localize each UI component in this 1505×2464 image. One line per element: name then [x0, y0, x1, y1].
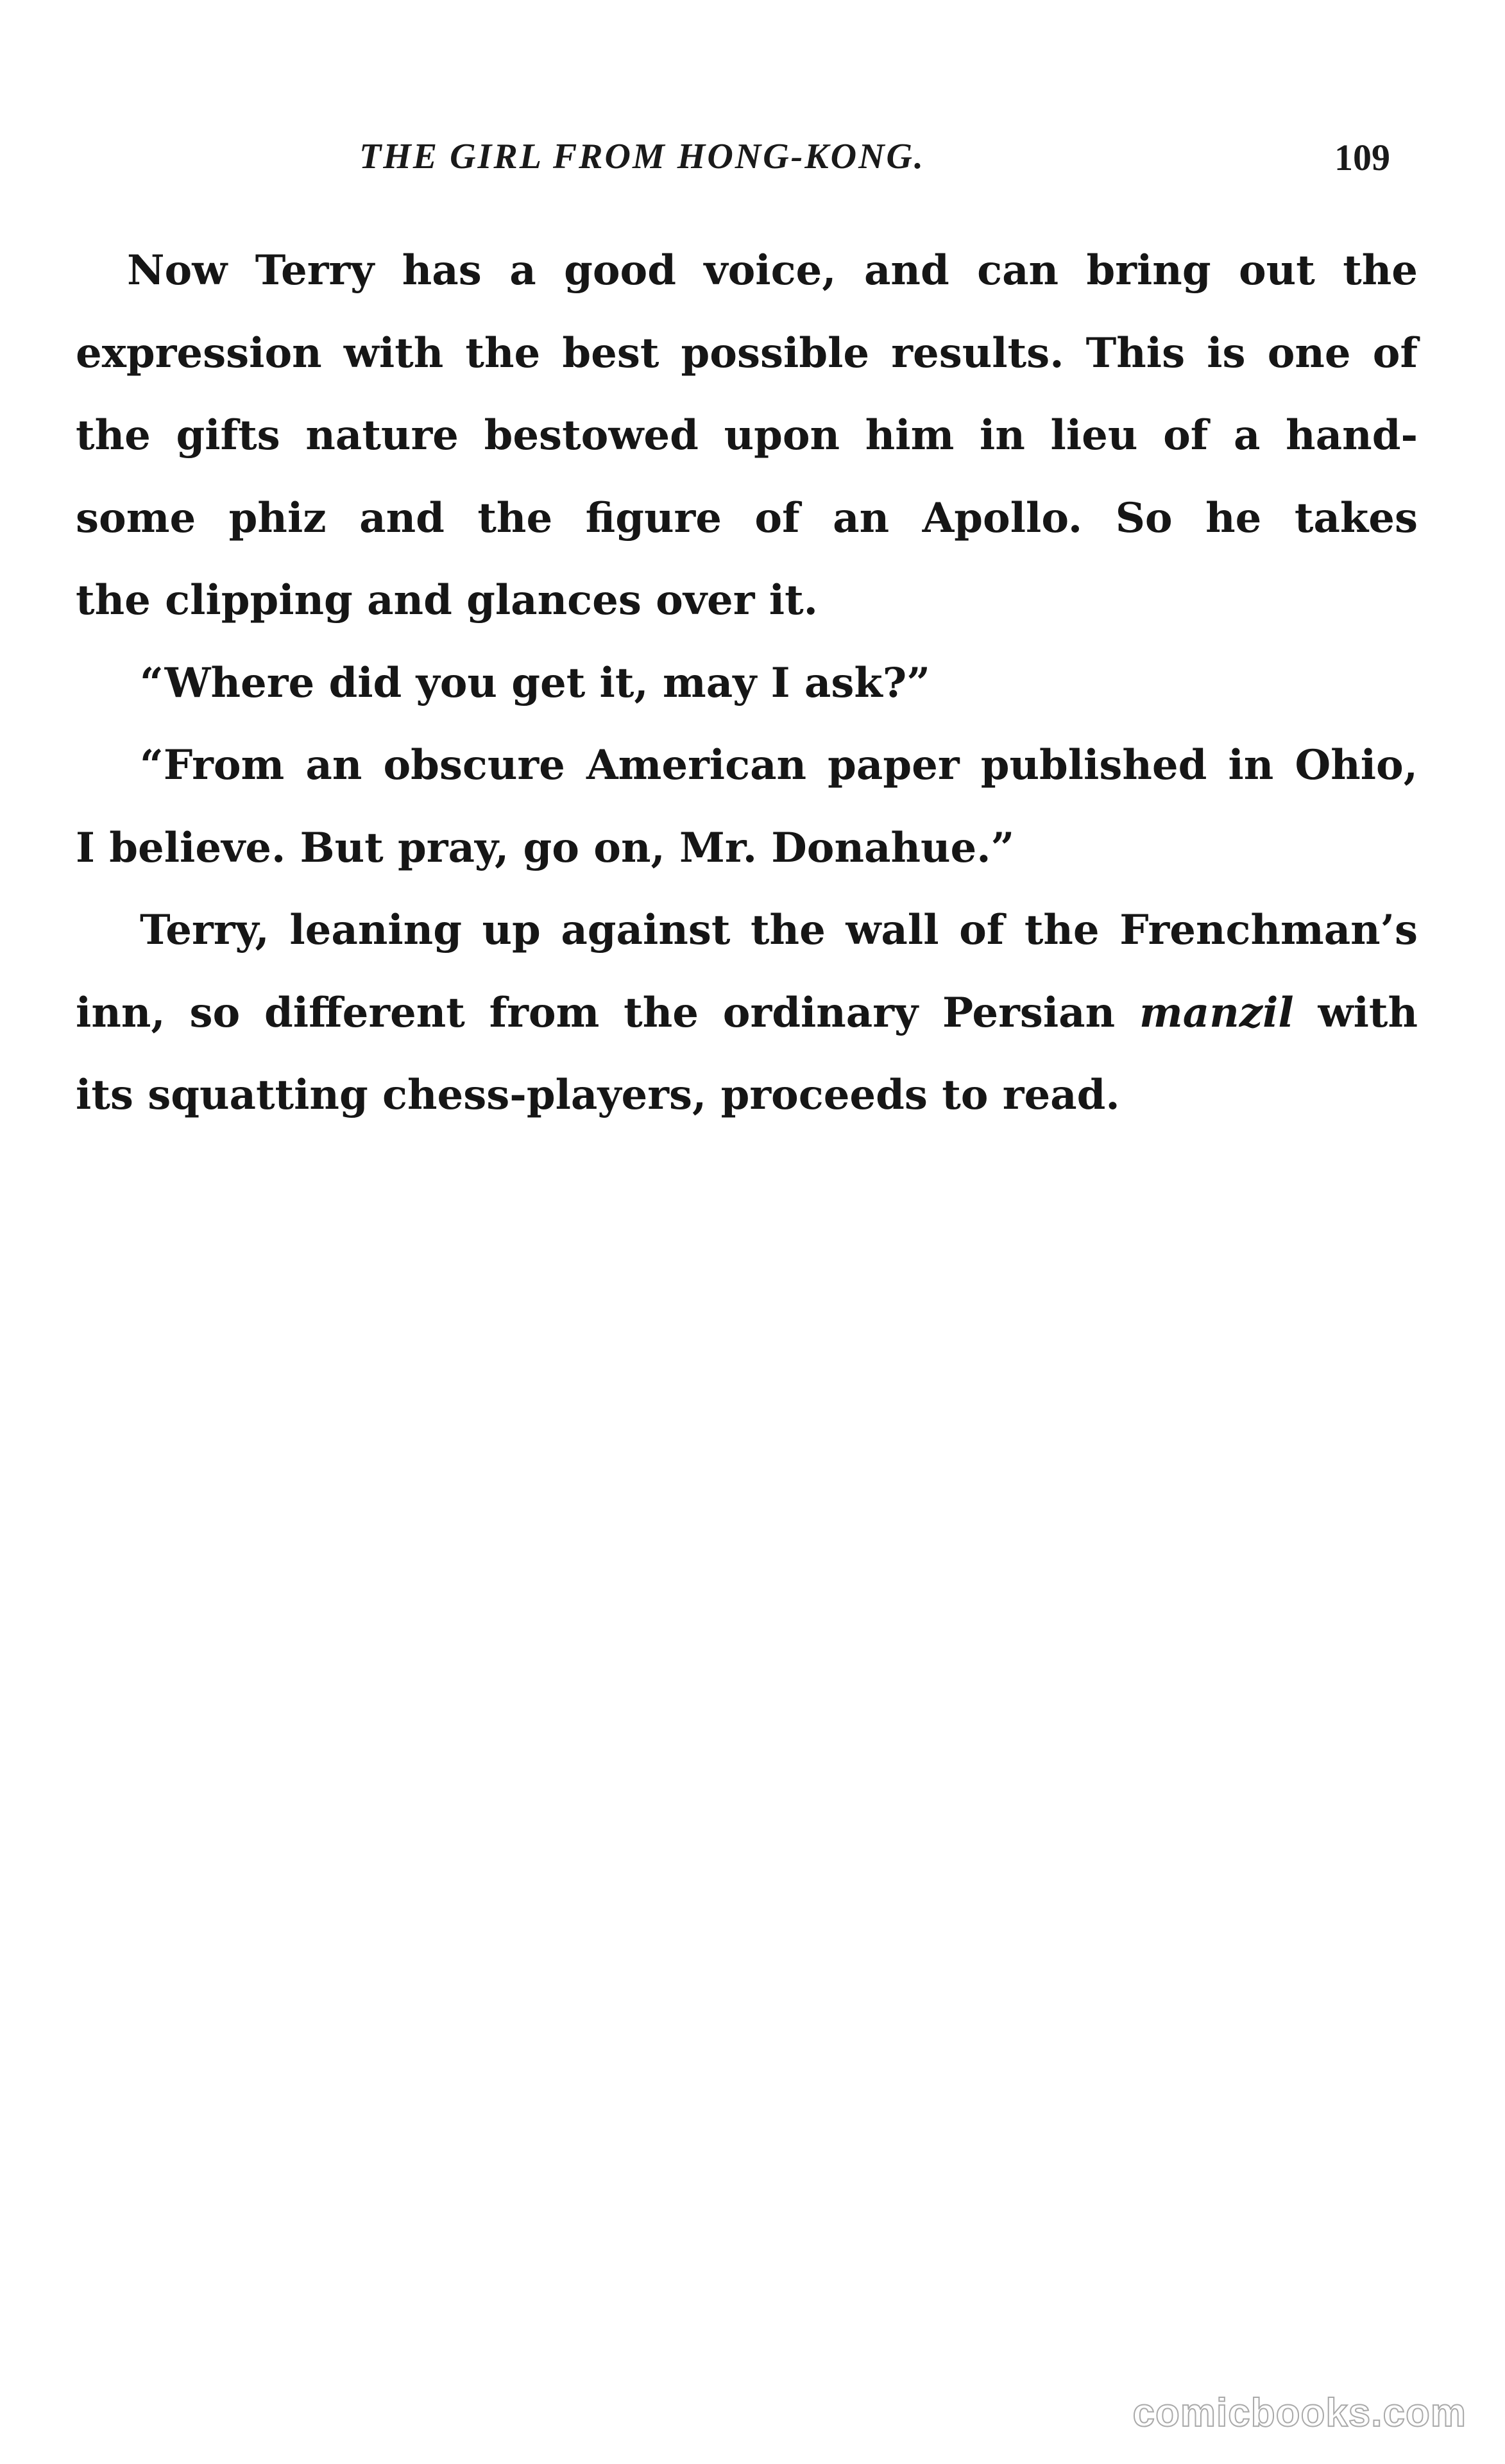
italic-word-manzil: manzil — [1139, 988, 1294, 1037]
paragraph-4-line-2-start: inn, so different from the ordinary Persian — [76, 988, 1139, 1037]
paragraph-3-line-1: “From an obscure American paper published in Ohio, — [140, 741, 1418, 789]
running-head-title: THE GIRL FROM HONG-KONG. — [359, 137, 925, 176]
paragraph-2-line-1: “Where did you get it, may I ask?” — [140, 658, 930, 707]
paragraph-4-line-3: its squatting chess-players, proceeds to read. — [76, 1071, 1120, 1119]
paragraph-4-line-1: Terry, leaning up against the wall of the Frenchman’s — [140, 906, 1418, 954]
paragraph-1-line-4: some phiz and the figure of an Apollo. So he takes — [76, 493, 1418, 542]
paragraph-4-line-2-end: with — [1293, 988, 1418, 1037]
page-number: 109 — [1334, 137, 1390, 178]
paragraph-1-line-3: the gifts nature bestowed upon him in lieu of a hand- — [76, 411, 1418, 459]
paragraph-1-line-1: Now Terry has a good voice, and can bring out the — [127, 246, 1418, 295]
paragraph-3-line-2: I believe. But pray, go on, Mr. Donahue.” — [76, 823, 1015, 872]
paragraph-4-line-2 — [76, 972, 1418, 1055]
watermark-logo: comicbooks.com — [1132, 2391, 1467, 2435]
body-text — [76, 230, 1418, 1137]
paragraph-1-line-5: the clipping and glances over it. — [76, 576, 818, 624]
paragraph-1-line-2: expression with the best possible results. This is one of — [76, 329, 1418, 377]
